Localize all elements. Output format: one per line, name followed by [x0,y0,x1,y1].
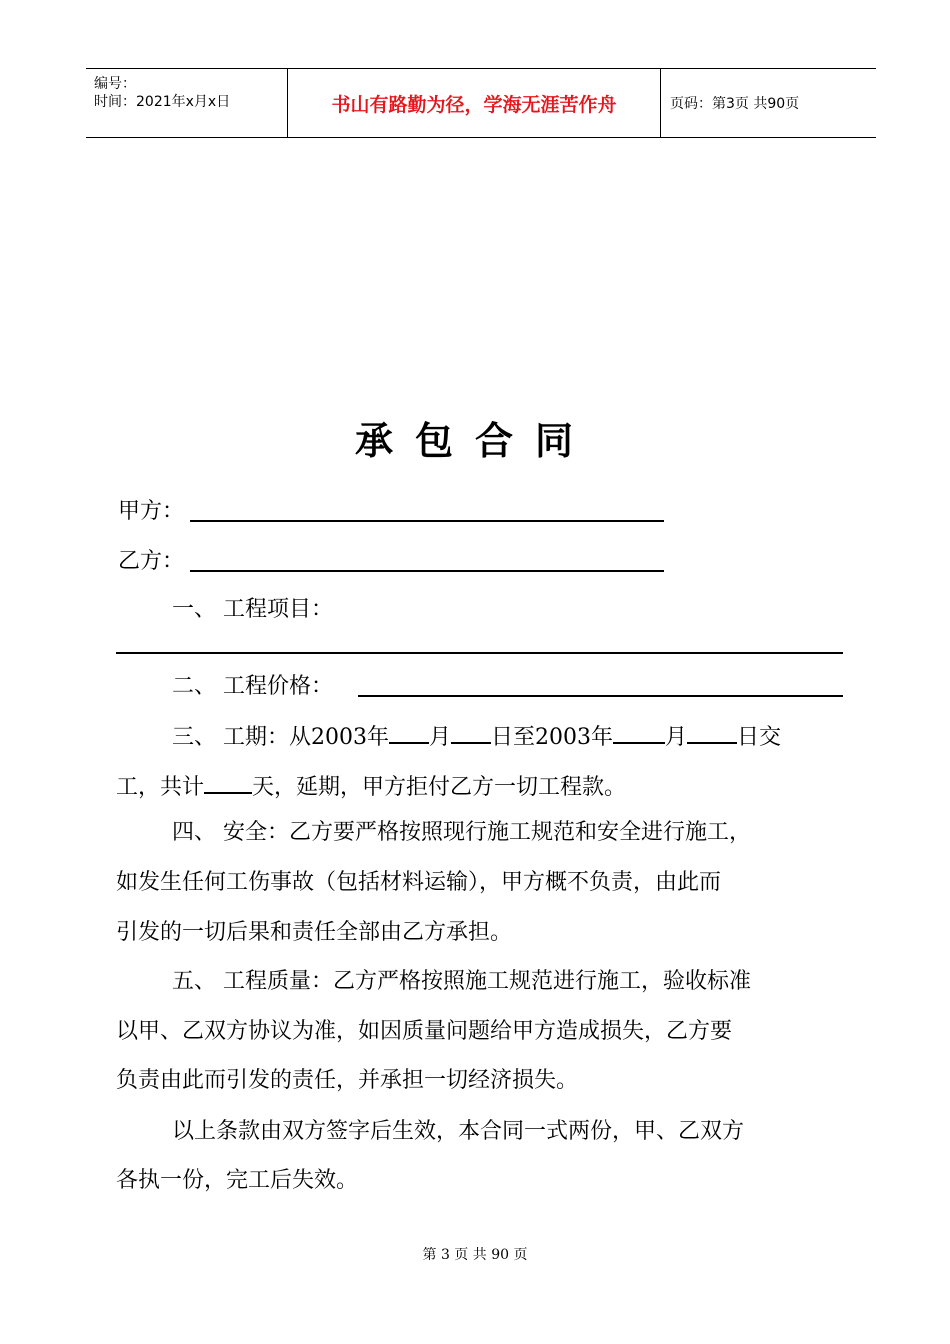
item5-line2: 以甲、乙双方协议为准，如因质量问题给甲方造成损失，乙方要 [116,1019,733,1044]
item3-days-blank[interactable] [204,770,252,794]
header-table [86,68,876,138]
item3-text-d: 月 [665,725,688,750]
header-meta [86,69,287,137]
item3-text-g: 天，延期，甲方拒付乙方一切工程款。 [252,775,627,800]
item3-text-c: 日至2003年 [491,725,613,750]
closing-line2: 各执一份，完工后失效。 [116,1168,359,1193]
item3-text-b: 月 [428,725,451,750]
item3-day-blank[interactable] [451,720,491,744]
item3-month-blank[interactable] [389,720,429,744]
item3-line2 [116,770,626,803]
page-footer: 第 3 页 共 90 页 [422,1247,528,1263]
header-number-label: 编号： [94,76,136,92]
item3-text-a: 三、 工期：从2003年 [172,725,389,750]
header-page-info: 页码：第3页 共90页 [670,96,800,112]
item3-text-f: 工，共计 [116,775,205,800]
party-b-label: 乙方： [118,549,185,574]
item2-blank[interactable] [358,695,843,697]
item4-line2: 如发生任何工伤事故（包括材料运输），甲方概不负责，由此而 [116,870,722,895]
party-b-blank[interactable] [190,570,664,572]
item3-text-e: 日交 [737,725,782,750]
document-title: 承包合同 [354,419,595,463]
item3-end-day-blank[interactable] [687,720,737,744]
item5-line1: 五、 工程质量：乙方严格按照施工规范进行施工，验收标准 [172,969,751,994]
header-time-label: 时间：2021年x月x日 [94,94,231,110]
header-motto-cell [287,69,661,137]
party-a-label: 甲方： [118,499,185,524]
item4-line1: 四、 安全：乙方要严格按照现行施工规范和安全进行施工， [172,820,751,845]
header-motto: 书山有路勤为径，学海无涯苦作舟 [331,93,617,116]
header-page-cell [660,69,876,137]
party-a-blank[interactable] [190,520,664,522]
item3-line1 [172,720,781,753]
item3-end-month-blank[interactable] [613,720,665,744]
item5-line3: 负责由此而引发的责任，并承担一切经济损失。 [116,1068,579,1093]
closing-line1: 以上条款由双方签字后生效，本合同一式两份，甲、乙双方 [172,1119,745,1144]
item1-blank[interactable] [116,652,843,654]
item1-label: 一、 工程项目： [172,597,333,622]
item2-label: 二、 工程价格： [172,674,333,699]
item4-line3: 引发的一切后果和责任全部由乙方承担。 [116,920,513,945]
